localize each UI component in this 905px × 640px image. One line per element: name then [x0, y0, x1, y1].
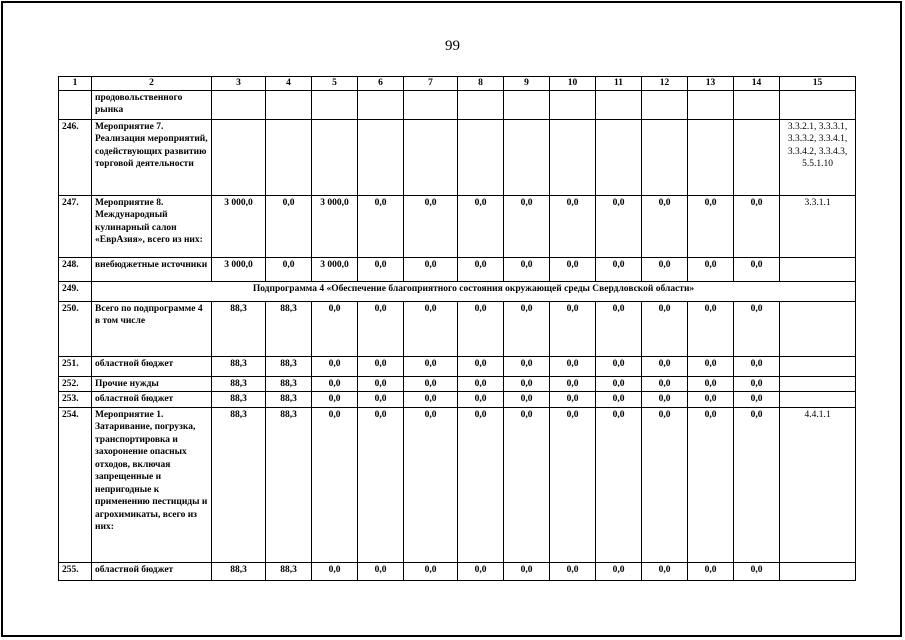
target-code: [780, 392, 856, 408]
table-row: [59, 119, 856, 195]
value-cell: 88,3: [266, 356, 312, 376]
target-code: [780, 356, 856, 376]
value-cell: 0,0: [734, 356, 780, 376]
value-cell: 0,0: [734, 257, 780, 281]
row-name: Мероприятие 8. Международный кулинарный салон «ЕврАзия», всего из них:: [92, 195, 212, 257]
value-cell: 0,0: [642, 562, 688, 580]
value-cell: 0,0: [504, 392, 550, 408]
value-cell: [358, 119, 404, 195]
value-cell: 0,0: [358, 195, 404, 257]
value-cell: [212, 119, 266, 195]
value-cell: 0,0: [550, 356, 596, 376]
value-cell: 0,0: [266, 257, 312, 281]
row-name: Мероприятие 1. Затаривание, погрузка, транспортировка и захоронение опасных отходов, включая запрещенные и непригодные к применению пестициды и агрохимикаты, всего из них:: [92, 407, 212, 562]
value-cell: 0,0: [458, 562, 504, 580]
value-cell: 0,0: [312, 301, 358, 356]
value-cell: 0,0: [312, 562, 358, 580]
value-cell: [688, 119, 734, 195]
value-cell: 0,0: [504, 562, 550, 580]
table-row: [59, 301, 856, 356]
column-header: 3: [212, 77, 266, 91]
value-cell: 0,0: [458, 407, 504, 562]
value-cell: 0,0: [642, 257, 688, 281]
budget-table: [58, 76, 856, 581]
value-cell: 0,0: [734, 562, 780, 580]
row-name: продовольственного рынка: [92, 90, 212, 119]
column-header: 5: [312, 77, 358, 91]
value-cell: 0,0: [404, 257, 458, 281]
value-cell: 0,0: [358, 407, 404, 562]
table-row: [59, 281, 856, 301]
value-cell: 0,0: [504, 257, 550, 281]
value-cell: 0,0: [688, 562, 734, 580]
page-number: 99: [445, 38, 460, 54]
value-cell: [734, 90, 780, 119]
value-cell: 0,0: [596, 301, 642, 356]
value-cell: 0,0: [734, 195, 780, 257]
value-cell: [404, 90, 458, 119]
table-row: [59, 257, 856, 281]
column-header: 13: [688, 77, 734, 91]
value-cell: 0,0: [312, 392, 358, 408]
value-cell: 0,0: [358, 356, 404, 376]
column-header: 12: [642, 77, 688, 91]
target-code: [780, 376, 856, 392]
value-cell: 88,3: [212, 356, 266, 376]
table-row: [59, 392, 856, 408]
value-cell: 0,0: [642, 195, 688, 257]
table-body: [59, 77, 856, 581]
value-cell: 0,0: [734, 376, 780, 392]
row-name: Прочие нужды: [92, 376, 212, 392]
value-cell: [596, 119, 642, 195]
value-cell: 0,0: [596, 356, 642, 376]
value-cell: 0,0: [358, 301, 404, 356]
value-cell: 0,0: [734, 301, 780, 356]
value-cell: [266, 90, 312, 119]
column-header: 2: [92, 77, 212, 91]
value-cell: 0,0: [458, 301, 504, 356]
column-header: 10: [550, 77, 596, 91]
value-cell: 0,0: [358, 392, 404, 408]
value-cell: [266, 119, 312, 195]
column-header: 9: [504, 77, 550, 91]
value-cell: 3 000,0: [312, 257, 358, 281]
value-cell: 0,0: [596, 392, 642, 408]
value-cell: 0,0: [734, 392, 780, 408]
row-name: Всего по подпрограмме 4 в том числе: [92, 301, 212, 356]
value-cell: [358, 90, 404, 119]
value-cell: 0,0: [404, 356, 458, 376]
row-number: [59, 90, 92, 119]
row-number: 249.: [59, 281, 92, 301]
row-name: областной бюджет: [92, 356, 212, 376]
value-cell: 0,0: [458, 257, 504, 281]
value-cell: [312, 119, 358, 195]
value-cell: 0,0: [458, 195, 504, 257]
target-code: 3.3.2.1, 3.3.3.1, 3.3.3.2, 3.3.4.1, 3.3.4.2, 3.3.4.3, 5.5.1.10: [780, 119, 856, 195]
row-number: 247.: [59, 195, 92, 257]
column-header: 7: [404, 77, 458, 91]
value-cell: 0,0: [596, 407, 642, 562]
value-cell: 0,0: [312, 407, 358, 562]
value-cell: 0,0: [312, 376, 358, 392]
value-cell: 0,0: [404, 376, 458, 392]
value-cell: 0,0: [312, 356, 358, 376]
row-number: 255.: [59, 562, 92, 580]
value-cell: 0,0: [404, 195, 458, 257]
value-cell: 0,0: [734, 407, 780, 562]
value-cell: 0,0: [642, 392, 688, 408]
value-cell: 0,0: [596, 195, 642, 257]
value-cell: 0,0: [550, 195, 596, 257]
value-cell: 0,0: [550, 376, 596, 392]
value-cell: [504, 119, 550, 195]
value-cell: 0,0: [458, 376, 504, 392]
column-header: 8: [458, 77, 504, 91]
value-cell: 0,0: [266, 195, 312, 257]
value-cell: 88,3: [212, 392, 266, 408]
value-cell: 3 000,0: [212, 257, 266, 281]
column-header: 15: [780, 77, 856, 91]
value-cell: [312, 90, 358, 119]
table-row: [59, 90, 856, 119]
value-cell: 0,0: [642, 407, 688, 562]
value-cell: 0,0: [596, 562, 642, 580]
value-cell: 0,0: [404, 562, 458, 580]
value-cell: [458, 119, 504, 195]
value-cell: 0,0: [504, 195, 550, 257]
value-cell: 0,0: [404, 301, 458, 356]
row-name: областной бюджет: [92, 562, 212, 580]
row-number: 246.: [59, 119, 92, 195]
value-cell: 88,3: [266, 562, 312, 580]
value-cell: 0,0: [550, 407, 596, 562]
value-cell: 0,0: [688, 257, 734, 281]
value-cell: 88,3: [212, 301, 266, 356]
value-cell: 88,3: [266, 407, 312, 562]
value-cell: [550, 119, 596, 195]
target-code: [780, 562, 856, 580]
value-cell: 0,0: [550, 392, 596, 408]
table-row: [59, 376, 856, 392]
value-cell: 0,0: [688, 356, 734, 376]
value-cell: [688, 90, 734, 119]
value-cell: 0,0: [688, 195, 734, 257]
value-cell: 0,0: [688, 301, 734, 356]
row-number: 248.: [59, 257, 92, 281]
value-cell: [550, 90, 596, 119]
subprogram-title: Подпрограмма 4 «Обеспечение благоприятного состояния окружающей среды Свердловской области»: [92, 281, 856, 301]
value-cell: [504, 90, 550, 119]
row-number: 250.: [59, 301, 92, 356]
table-row: [59, 356, 856, 376]
column-header: 1: [59, 77, 92, 91]
table-row: [59, 562, 856, 580]
row-number: 251.: [59, 356, 92, 376]
target-code: [780, 90, 856, 119]
value-cell: 88,3: [266, 392, 312, 408]
column-header: 4: [266, 77, 312, 91]
value-cell: 0,0: [642, 356, 688, 376]
value-cell: 0,0: [358, 257, 404, 281]
value-cell: 88,3: [266, 301, 312, 356]
value-cell: 0,0: [642, 301, 688, 356]
target-code: 4.4.1.1: [780, 407, 856, 562]
value-cell: [734, 119, 780, 195]
value-cell: 88,3: [212, 407, 266, 562]
row-number: 253.: [59, 392, 92, 408]
value-cell: [212, 90, 266, 119]
value-cell: 0,0: [550, 257, 596, 281]
value-cell: 88,3: [266, 376, 312, 392]
value-cell: 0,0: [404, 407, 458, 562]
value-cell: 0,0: [550, 562, 596, 580]
row-name: Мероприятие 7. Реализация мероприятий, содействующих развитию торговой деятельности: [92, 119, 212, 195]
value-cell: 3 000,0: [312, 195, 358, 257]
header-row: [59, 77, 856, 91]
value-cell: 0,0: [504, 376, 550, 392]
row-name: областной бюджет: [92, 392, 212, 408]
column-header: 11: [596, 77, 642, 91]
value-cell: [404, 119, 458, 195]
value-cell: 0,0: [358, 376, 404, 392]
value-cell: 0,0: [358, 562, 404, 580]
row-number: 252.: [59, 376, 92, 392]
value-cell: 0,0: [550, 301, 596, 356]
value-cell: 0,0: [504, 356, 550, 376]
value-cell: 88,3: [212, 376, 266, 392]
row-name: внебюджетные источники: [92, 257, 212, 281]
value-cell: 0,0: [688, 376, 734, 392]
value-cell: [596, 90, 642, 119]
value-cell: 0,0: [642, 376, 688, 392]
table-row: [59, 195, 856, 257]
value-cell: 0,0: [596, 376, 642, 392]
value-cell: 0,0: [596, 257, 642, 281]
table-row: [59, 407, 856, 562]
target-code: [780, 257, 856, 281]
column-header: 14: [734, 77, 780, 91]
target-code: 3.3.1.1: [780, 195, 856, 257]
value-cell: 0,0: [504, 407, 550, 562]
value-cell: 0,0: [458, 392, 504, 408]
value-cell: 0,0: [458, 356, 504, 376]
column-header: 6: [358, 77, 404, 91]
value-cell: 0,0: [688, 392, 734, 408]
value-cell: [642, 119, 688, 195]
value-cell: [642, 90, 688, 119]
target-code: [780, 301, 856, 356]
value-cell: [458, 90, 504, 119]
value-cell: 0,0: [404, 392, 458, 408]
value-cell: 0,0: [688, 407, 734, 562]
value-cell: 88,3: [212, 562, 266, 580]
row-number: 254.: [59, 407, 92, 562]
value-cell: 0,0: [504, 301, 550, 356]
value-cell: 3 000,0: [212, 195, 266, 257]
